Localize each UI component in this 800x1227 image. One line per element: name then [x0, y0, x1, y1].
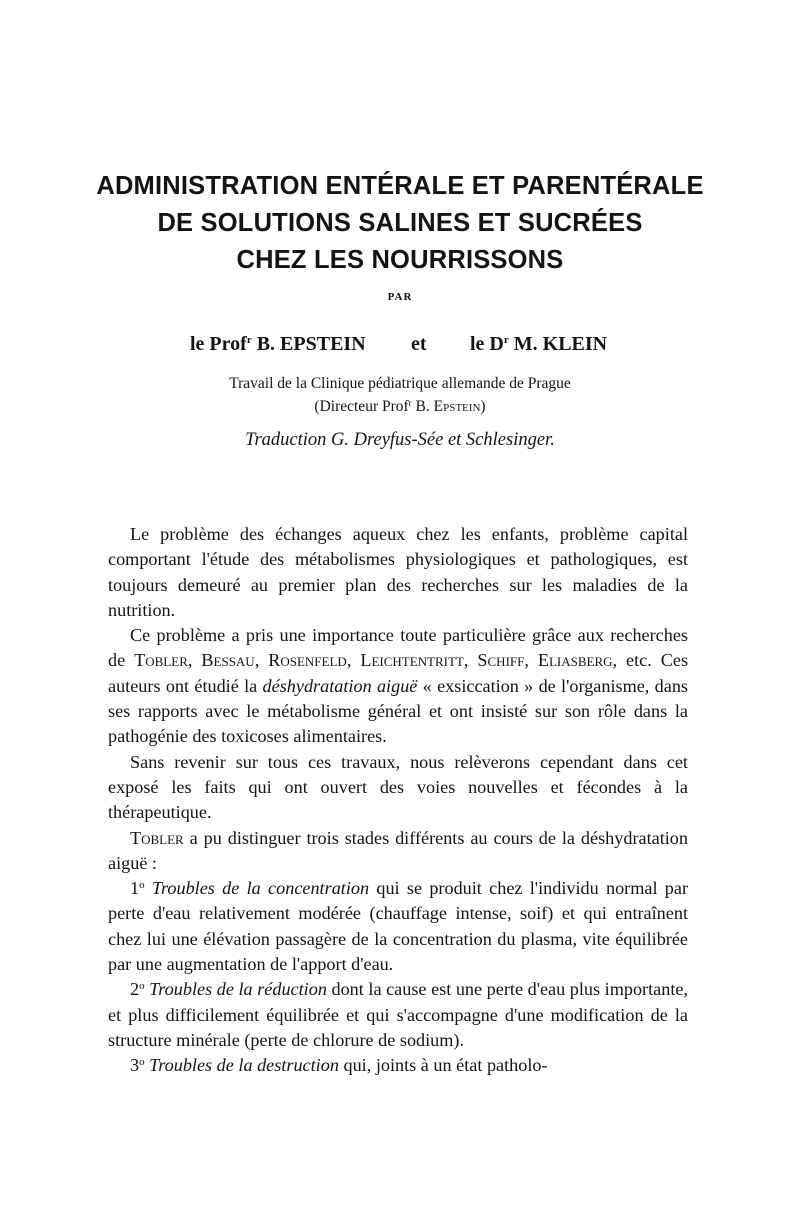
author-ref-tobler: Tobler — [134, 650, 188, 671]
p2-start: Ce problème a pris une importance toute particulière grâce aux recherches de — [108, 625, 688, 671]
affiliation-sup: r — [408, 398, 412, 408]
author-klein — [470, 333, 607, 356]
article-body — [108, 522, 688, 1079]
title-line-1: ADMINISTRATION ENTÉRALE ET PARENTÉRALE — [96, 172, 704, 200]
p6-ordinal: o — [139, 980, 145, 993]
author-conjunction: et — [411, 333, 427, 355]
separator: , — [346, 650, 361, 671]
emphasis-concentration: Troubles de la concentration — [151, 878, 370, 899]
affiliation — [0, 372, 800, 418]
affiliation-close: ) — [480, 398, 486, 415]
affiliation-line-2 — [0, 395, 800, 418]
p6-num: 2 — [130, 979, 140, 1000]
author-1-prefix: le Prof — [190, 333, 247, 355]
author-ref-bessau: Bessau — [201, 650, 255, 671]
emphasis-reduction: Troubles de la réduction — [149, 979, 327, 1000]
affiliation-director: B. Epstein — [411, 398, 481, 415]
p7-ordinal: o — [139, 1056, 145, 1069]
affiliation-line-1: Travail de la Clinique pédiatrique allemande de Prague — [229, 375, 571, 392]
p6-text: dont la cause est une perte d'eau plus importante, et plus difficilement équilibrée et qui s'accompagne d'une modification de la structure minérale (perte de chlorure de sodium). — [108, 979, 689, 1050]
paragraph-2 — [108, 623, 688, 749]
article-title — [60, 168, 740, 279]
author-epstein — [190, 333, 366, 356]
title-line-2: DE SOLUTIONS SALINES ET SUCRÉES — [157, 209, 643, 237]
author-ref-leichtentritt: Leichtentritt — [360, 650, 464, 671]
author-1-name: B. EPSTEIN — [251, 333, 366, 355]
author-ref-rosenfeld: Rosenfeld — [268, 650, 347, 671]
author-ref-eliasberg: Eliasberg — [537, 650, 613, 671]
author-1-sup: r — [246, 334, 252, 346]
separator: , — [254, 650, 269, 671]
paragraph-3: Sans revenir sur tous ces travaux, nous relèverons cependant dans cet exposé les faits qui ont ouvert des voies nouvelles et fécondes à la thérapeutique. — [108, 751, 688, 823]
separator: , — [524, 650, 538, 671]
author-ref-schiff: Schiff — [477, 650, 525, 671]
p7-text: qui, joints à un état patholo- — [338, 1055, 548, 1076]
paragraph-6 — [108, 977, 688, 1053]
author-2-prefix: le D — [470, 333, 504, 355]
authors-line — [0, 333, 800, 363]
author-ref-tobler-2: Tobler — [130, 827, 184, 848]
p5-ordinal: o — [139, 879, 145, 892]
byline-par: PAR — [387, 291, 413, 303]
paragraph-1: Le problème des échanges aqueux chez les enfants, problème capital comportant l'étude des métabolismes physiologiques et pathologiques, est toujours demeuré au premier plan des recherches sur les maladies de la nutrition. — [108, 524, 688, 620]
paragraph-4 — [108, 826, 688, 877]
paragraph-7 — [108, 1053, 688, 1078]
author-2-name: M. KLEIN — [508, 333, 608, 355]
title-line-3: CHEZ LES NOURRISSONS — [236, 246, 564, 274]
p2-rest: « exsiccation » de l'organisme, dans ses rapports avec le métabolisme général et ont insisté sur son rôle dans la pathogénie des toxicoses alimentaires. — [108, 675, 688, 747]
p5-text: qui se produit chez l'individu normal par perte d'eau relativement modérée (chauffage intense, soif) et qui entraînent chez lui une élévation passagère de la concentration du plasma, vite équilibrée par une augmentation de l'apport d'eau. — [108, 878, 689, 975]
separator: , — [187, 650, 202, 671]
translation-credit: Traduction G. Dreyfus-Sée et Schlesinger. — [245, 430, 555, 450]
p2-after-names: , etc. Ces auteurs ont étudié la — [108, 650, 689, 696]
author-2-sup: r — [503, 334, 509, 346]
p4-text: a pu distinguer trois stades différents au cours de la déshydratation aiguë : — [108, 827, 688, 873]
emphasis-deshydratation: déshydratation aiguë — [262, 675, 418, 696]
p7-num: 3 — [130, 1055, 140, 1076]
p5-num: 1 — [130, 878, 140, 899]
affiliation-open: (Directeur Prof — [314, 398, 409, 415]
paragraph-5 — [108, 876, 688, 977]
separator: , — [463, 650, 478, 671]
emphasis-destruction: Troubles de la destruction — [149, 1055, 339, 1076]
